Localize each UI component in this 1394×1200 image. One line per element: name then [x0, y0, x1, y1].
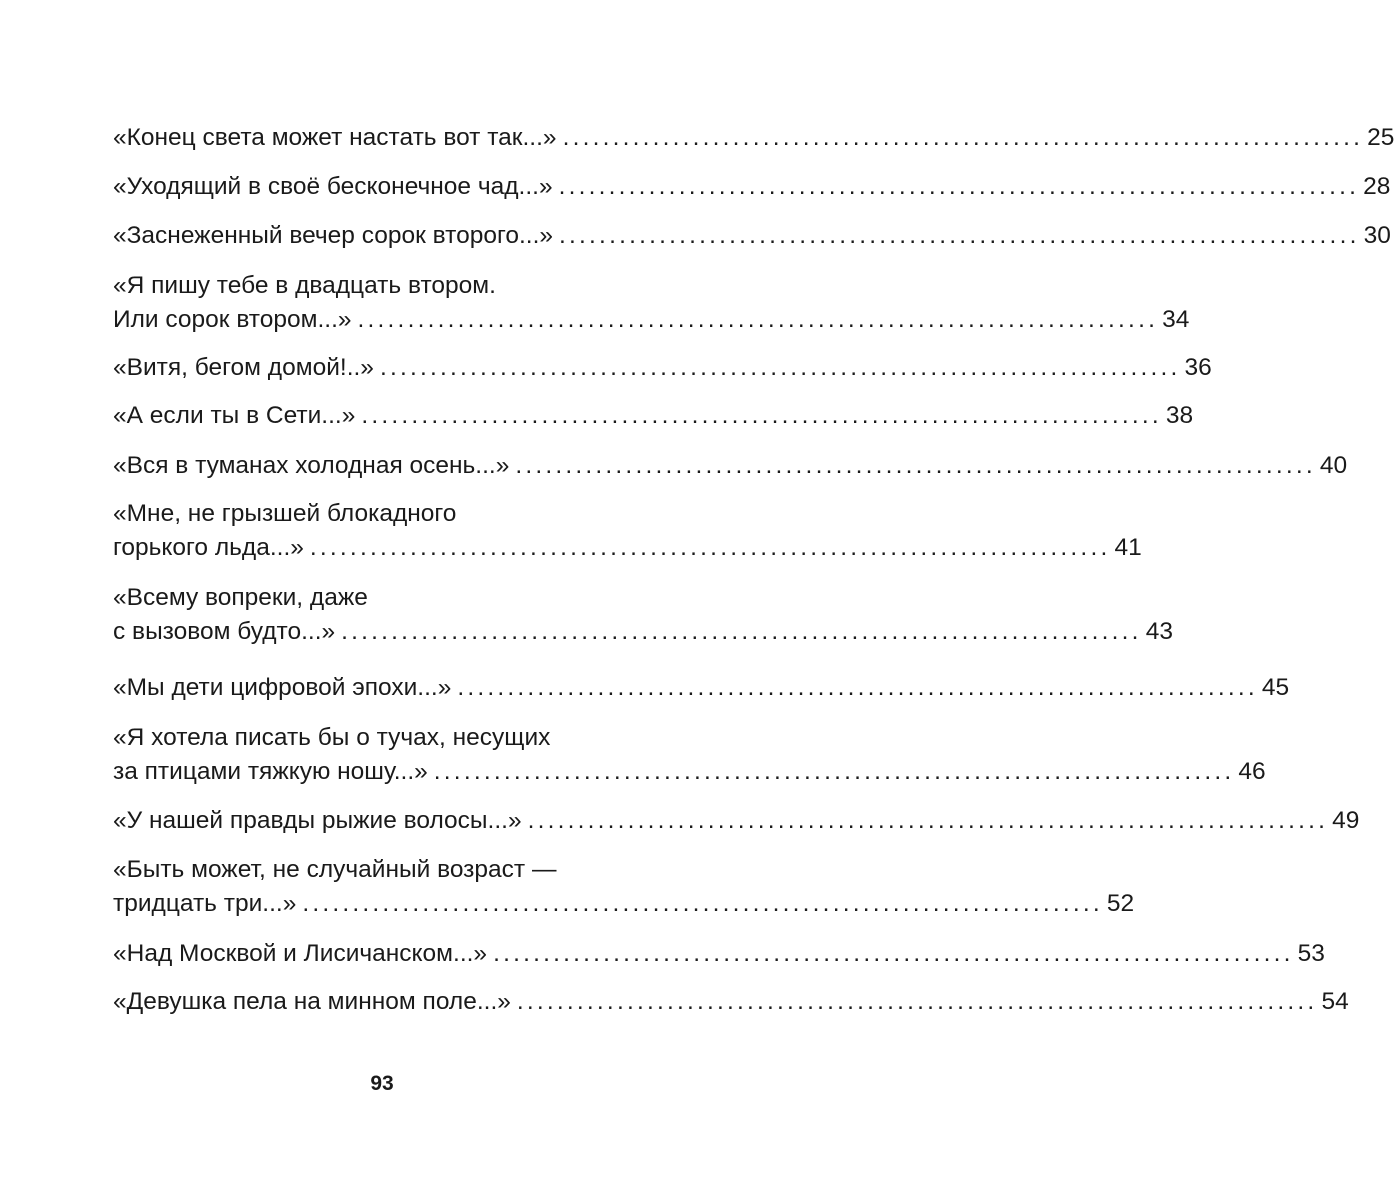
toc-entry-title-line: «Я пишу тебе в двадцать втором. [113, 272, 496, 299]
dot-leader: ................................................................................ [457, 674, 1258, 701]
toc-entry-title: «Заснеженный вечер сорок второго...» [113, 222, 554, 249]
toc-entry-page: 41 [1114, 534, 1142, 561]
toc-entry-title: «А если ты в Сети...» [113, 402, 356, 429]
dot-leader: ................................................................................ [309, 534, 1111, 561]
toc-entry-title: «Вся в туманах холодная осень...» [113, 452, 510, 479]
toc-entry [113, 351, 1212, 385]
dot-leader: ................................................................................ [493, 940, 1294, 967]
toc-entry-page: 25 [1367, 124, 1394, 151]
dot-leader: ................................................................................ [361, 402, 1162, 429]
dot-leader: ................................................................................ [516, 988, 1318, 1015]
toc-entry-title: за птицами тяжкую ношу...» [113, 758, 428, 785]
dot-leader: ................................................................................ [527, 807, 1329, 834]
toc-entry-title: Или сорок втором...» [113, 306, 352, 333]
toc-entry-title: «Витя, бегом домой!..» [113, 354, 374, 381]
toc-entry [113, 581, 1173, 649]
toc-entry-page: 28 [1363, 173, 1391, 200]
toc-entry-page: 54 [1321, 988, 1349, 1015]
toc-entry-title: горького льда...» [113, 534, 304, 561]
toc-entry [113, 985, 1349, 1019]
dot-leader: ................................................................................ [357, 306, 1159, 333]
toc-entry-title: «Конец света может настать вот так...» [113, 124, 557, 151]
dot-leader: ................................................................................ [302, 890, 1103, 917]
toc-entry-title: «У нашей правды рыжие волосы...» [113, 807, 522, 834]
toc-entry-title: с вызовом будто...» [113, 618, 336, 645]
toc-entry-title-line: «Мне, не грызшей блокадного [113, 500, 457, 527]
toc-entry [113, 121, 1394, 155]
toc-entry [113, 671, 1290, 705]
toc-entry-page: 49 [1332, 807, 1360, 834]
page-number: 93 [370, 1072, 394, 1095]
toc-entry [113, 170, 1391, 204]
toc-entry-page: 45 [1261, 674, 1290, 701]
dot-leader: ................................................................................ [433, 758, 1235, 785]
toc-entry-title-line: «Я хотела писать бы о тучах, несущих [113, 724, 551, 751]
dot-leader: ................................................................................ [559, 222, 1360, 249]
toc-entry-page: 34 [1162, 306, 1190, 333]
toc-entry-title-line: «Всему вопреки, даже [113, 584, 368, 611]
toc-entry-title: «Мы дети цифровой эпохи...» [113, 674, 452, 701]
toc-entry [113, 721, 1266, 789]
toc-entry-page: 43 [1145, 618, 1173, 645]
dot-leader: ................................................................................ [379, 354, 1181, 381]
dot-leader: ................................................................................ [515, 452, 1316, 479]
toc-entry [113, 937, 1325, 971]
toc-entry-title-line: «Быть может, не случайный возраст — [113, 856, 557, 883]
dot-leader: ................................................................................ [341, 618, 1142, 645]
toc-entry-page: 53 [1297, 940, 1325, 967]
toc-entry-page: 30 [1363, 222, 1391, 249]
toc-entry [113, 219, 1391, 253]
toc-entry [113, 399, 1194, 433]
toc-entry [113, 853, 1135, 921]
toc-entry [113, 269, 1190, 337]
dot-leader: ................................................................................ [558, 173, 1360, 200]
table-of-contents [113, 0, 1394, 1200]
toc-entry-title: «Уходящий в своё бесконечное чад...» [113, 173, 553, 200]
dot-leader: ................................................................................ [562, 124, 1364, 151]
toc-entry-page: 52 [1106, 890, 1135, 917]
toc-entry-title: тридцать три...» [113, 890, 297, 917]
toc-entry-title: «Над Москвой и Лисичанском...» [113, 940, 488, 967]
toc-entry-page: 40 [1319, 452, 1348, 479]
toc-entry-title: «Девушка пела на минном поле...» [113, 988, 511, 1015]
toc-entry-page: 38 [1165, 402, 1194, 429]
toc-entry [113, 497, 1142, 565]
toc-entry [113, 449, 1348, 483]
toc-entry-page: 46 [1238, 758, 1266, 785]
toc-entry [113, 804, 1360, 838]
toc-entry-page: 36 [1184, 354, 1212, 381]
